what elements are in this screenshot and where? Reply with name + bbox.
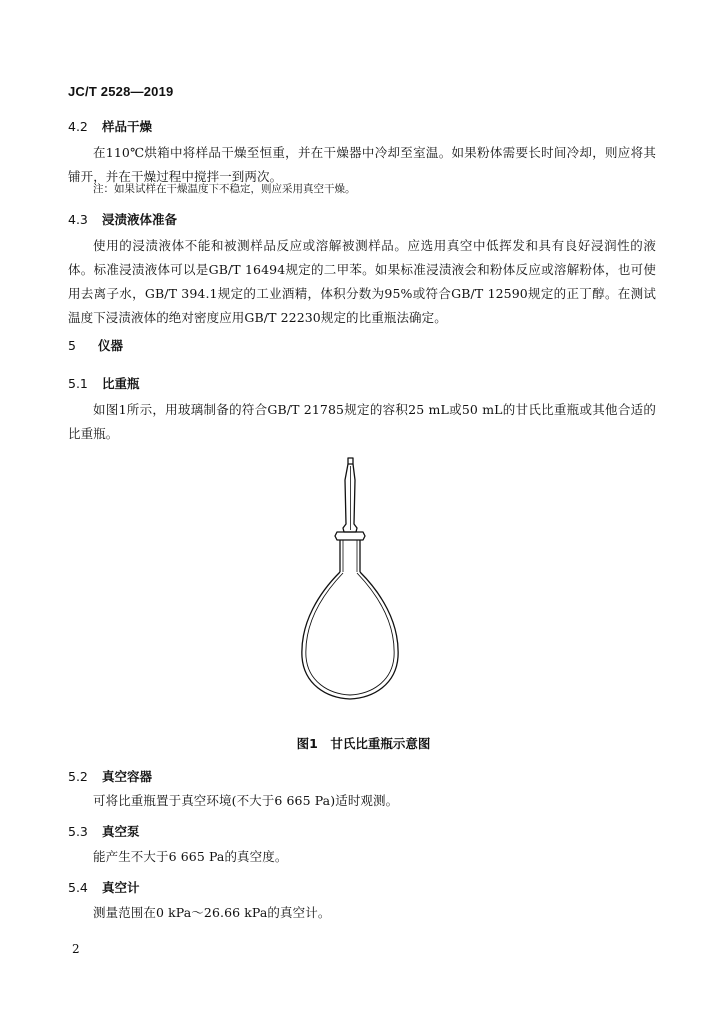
page-number: 2 bbox=[72, 942, 80, 956]
section-number: 5.1 bbox=[68, 376, 88, 391]
chapter-number: 5 bbox=[68, 338, 76, 353]
section-number: 5.2 bbox=[68, 769, 88, 784]
section-title: 真空容器 bbox=[102, 769, 153, 784]
section-heading-5-1 bbox=[68, 374, 140, 392]
section-heading-5-3 bbox=[68, 822, 140, 840]
section-number: 5.3 bbox=[68, 824, 88, 839]
section-title: 浸渍液体准备 bbox=[102, 212, 178, 227]
figure-caption: 图1 甘氏比重瓶示意图 bbox=[296, 736, 431, 751]
section-text-4-2: 在110℃烘箱中将样品干燥至恒重，并在干燥器中冷却至室温。如果粉体需要长时间冷却，则应将其铺开，并在干燥过程中搅拌一到两次。 bbox=[68, 145, 656, 184]
section-text-5-3: 能产生不大于6 665 Pa的真空度。 bbox=[93, 849, 288, 864]
section-text-5-1: 如图1所示，用玻璃制备的符合GB/T 21785规定的容积25 mL或50 mL的甘氏比重瓶或其他合适的比重瓶。 bbox=[68, 402, 656, 441]
section-number: 4.2 bbox=[68, 119, 88, 134]
pycnometer-diagram bbox=[290, 452, 430, 714]
section-title: 真空泵 bbox=[102, 824, 140, 839]
section-title: 真空计 bbox=[102, 880, 140, 895]
section-text-5-4: 测量范围在0 kPa～26.66 kPa的真空计。 bbox=[93, 905, 331, 920]
section-heading-5-2 bbox=[68, 767, 152, 785]
section-number: 4.3 bbox=[68, 212, 88, 227]
section-heading-4-3 bbox=[68, 210, 177, 228]
section-heading-5-4 bbox=[68, 878, 140, 896]
section-number: 5.4 bbox=[68, 880, 88, 895]
pycnometer-figure bbox=[290, 452, 430, 714]
standard-code: JC/T 2528—2019 bbox=[68, 84, 174, 99]
section-title: 样品干燥 bbox=[102, 119, 153, 134]
section-note-4-2: 注：如果试样在干燥温度下不稳定，则应采用真空干燥。 bbox=[93, 183, 356, 195]
section-text-5-2: 可将比重瓶置于真空环境(不大于6 665 Pa)适时观测。 bbox=[93, 793, 399, 808]
section-heading-4-2 bbox=[68, 117, 152, 135]
section-title: 比重瓶 bbox=[102, 376, 140, 391]
section-text-4-3: 使用的浸渍液体不能和被测样品反应或溶解被测样品。应选用真空中低挥发和具有良好浸润性的液体。标准浸渍液体可以是GB/T 16494规定的二甲苯。如果标准浸渍液会和粉体反应或溶解粉体，也可使用去离子水，GB/T 394.1规定的工业酒精，体积分数为95%或符合GB/T 12590规定的正丁醇。在测试温度下浸渍液体的绝对密度应用GB/T 22230规定的比重瓶法确定。 bbox=[68, 238, 656, 325]
chapter-title: 仪器 bbox=[98, 338, 124, 353]
chapter-heading-5 bbox=[68, 336, 123, 354]
